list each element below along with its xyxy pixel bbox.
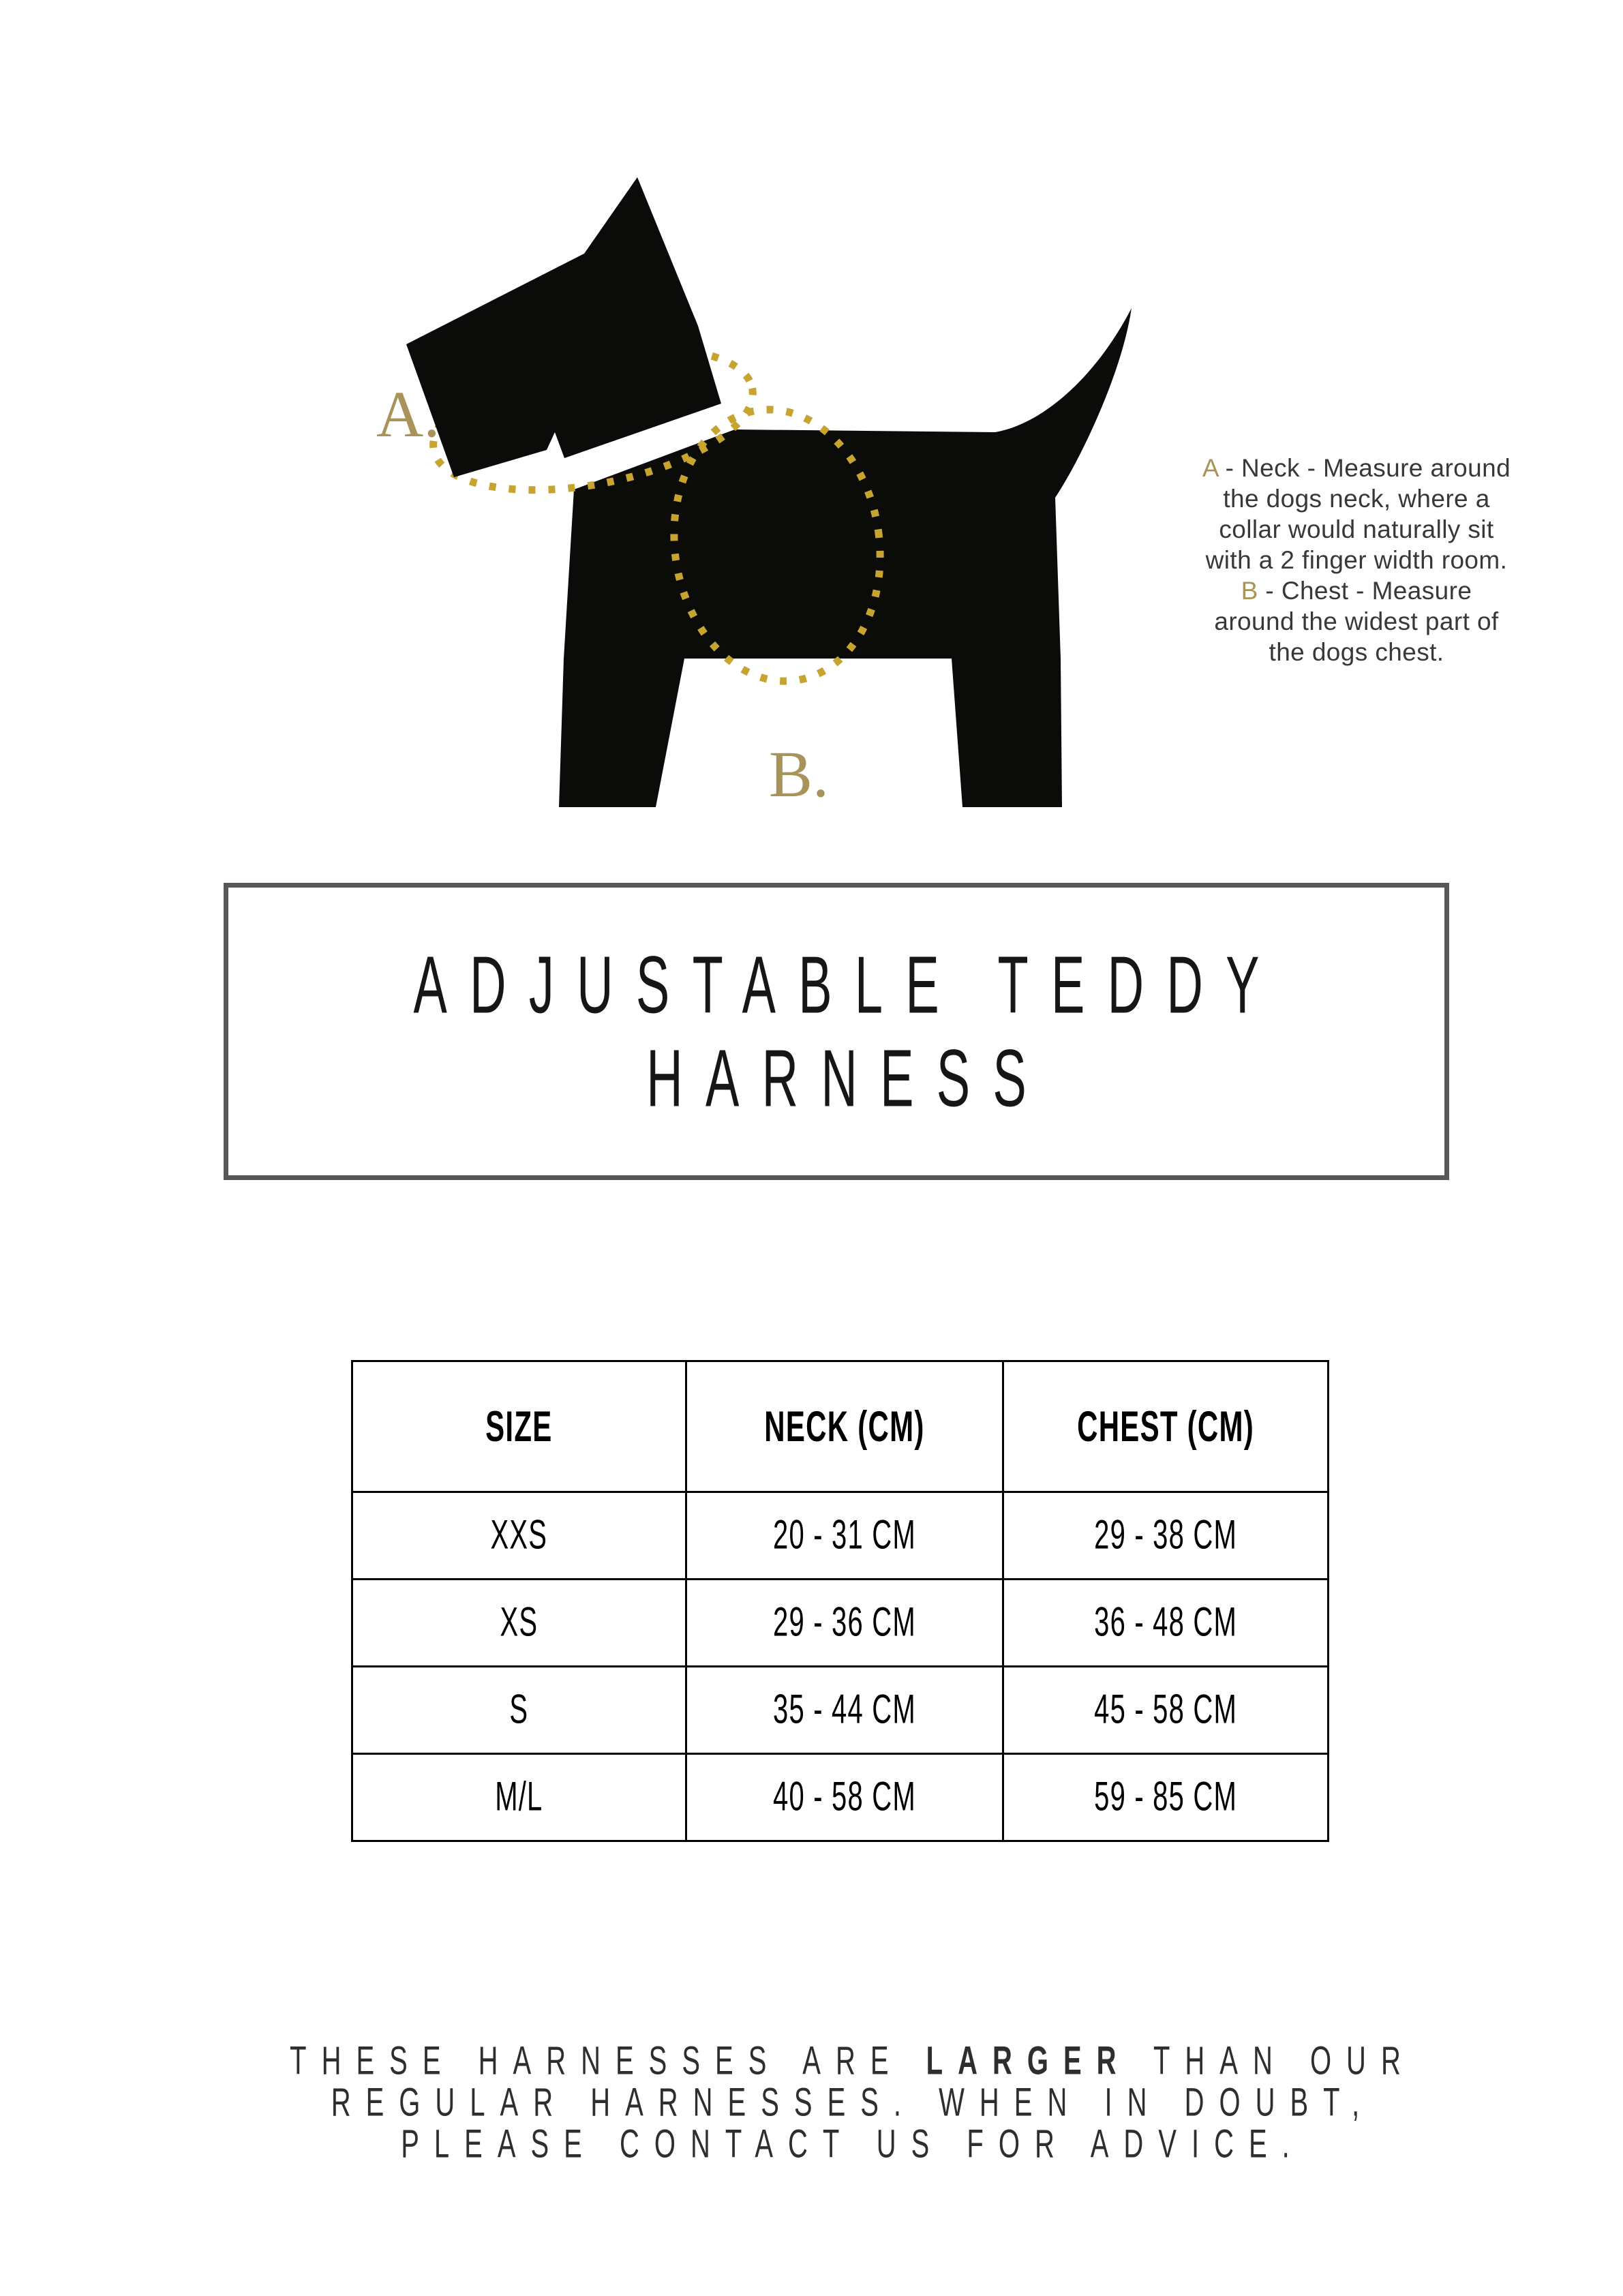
table-row	[352, 1492, 1329, 1580]
note-line	[1126, 545, 1587, 575]
cell-value: 40 - 58 CM	[773, 1774, 916, 1819]
footer-text: THAN OUR	[1131, 2039, 1416, 2083]
table-row	[352, 1580, 1329, 1667]
measuring-instructions	[1126, 453, 1587, 667]
cell-neck	[686, 1492, 1003, 1580]
cell-value: M/L	[495, 1774, 543, 1819]
note-text: collar would naturally sit	[1219, 515, 1494, 543]
product-title-line1: ADJUSTABLE TEDDY	[413, 939, 1282, 1030]
footer-text: THESE HARNESSES ARE	[290, 2039, 926, 2083]
note-line	[1126, 637, 1587, 667]
cell-size	[352, 1667, 686, 1754]
cell-neck	[686, 1754, 1003, 1841]
cell-value: XS	[500, 1599, 539, 1645]
cell-value: XXS	[490, 1512, 548, 1558]
dog-head-shape	[406, 177, 721, 477]
note-line	[1126, 606, 1587, 637]
cell-value: 20 - 31 CM	[773, 1512, 916, 1558]
footer-line2: REGULAR HARNESSES. WHEN IN DOUBT,	[331, 2081, 1375, 2125]
footer-line1	[191, 2040, 1500, 2084]
footer-line3: PLEASE CONTACT US FOR ADVICE.	[401, 2122, 1305, 2166]
note-letter-a: A	[1202, 454, 1218, 482]
cell-value: 29 - 38 CM	[1094, 1512, 1237, 1558]
cell-value: 45 - 58 CM	[1094, 1687, 1237, 1732]
note-line	[1126, 453, 1587, 483]
footer-text-bold: LARGER	[926, 2039, 1132, 2083]
cell-chest	[1003, 1492, 1329, 1580]
cell-neck	[686, 1580, 1003, 1667]
note-line	[1126, 514, 1587, 545]
cell-value: 29 - 36 CM	[773, 1599, 916, 1645]
header-neck-label: NECK (CM)	[764, 1402, 925, 1450]
note-text: - Neck - Measure around	[1217, 454, 1511, 482]
neck-label-a: A.	[376, 378, 440, 451]
chest-label-b: B.	[769, 738, 830, 811]
table-row	[352, 1667, 1329, 1754]
note-text: the dogs chest.	[1269, 638, 1444, 666]
cell-size	[352, 1580, 686, 1667]
note-text: the dogs neck, where a	[1223, 485, 1490, 513]
header-chest	[1003, 1361, 1329, 1492]
cell-value: 36 - 48 CM	[1094, 1599, 1237, 1645]
product-title-line2: HARNESS	[646, 1033, 1050, 1123]
header-chest-label: CHEST (CM)	[1077, 1402, 1255, 1450]
product-title-box	[224, 883, 1449, 1180]
note-line	[1126, 575, 1587, 606]
note-text: with a 2 finger width room.	[1205, 546, 1508, 574]
cell-size	[352, 1754, 686, 1841]
cell-size	[352, 1492, 686, 1580]
header-size-label: SIZE	[485, 1402, 553, 1450]
cell-chest	[1003, 1667, 1329, 1754]
header-size	[352, 1361, 686, 1492]
dog-silhouette-diagram	[368, 157, 1172, 825]
note-letter-b: B	[1241, 577, 1258, 605]
header-neck	[686, 1361, 1003, 1492]
table-row	[352, 1754, 1329, 1841]
table-header-row	[352, 1361, 1329, 1492]
cell-value: 35 - 44 CM	[773, 1687, 916, 1732]
cell-value: 59 - 85 CM	[1094, 1774, 1237, 1819]
size-chart-table	[351, 1360, 1329, 1842]
note-text: - Chest - Measure	[1258, 577, 1472, 605]
cell-value: S	[509, 1687, 529, 1732]
cell-chest	[1003, 1580, 1329, 1667]
note-line	[1126, 483, 1587, 514]
cell-chest	[1003, 1754, 1329, 1841]
cell-neck	[686, 1667, 1003, 1754]
note-text: around the widest part of	[1214, 607, 1499, 635]
footer-advice-note	[191, 2039, 1500, 2171]
